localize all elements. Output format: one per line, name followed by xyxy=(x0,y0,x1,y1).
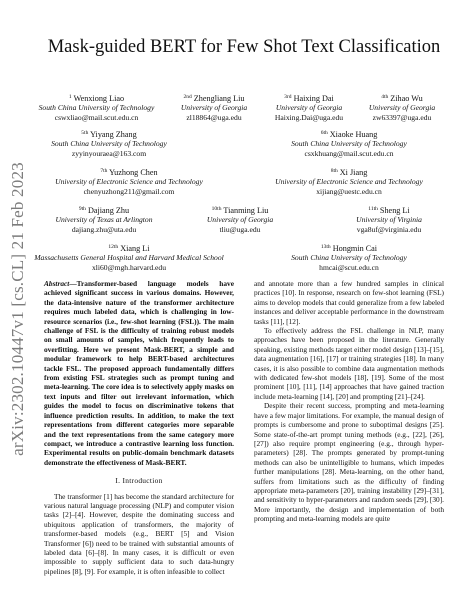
author-affiliation: South China University of Technology xyxy=(51,139,167,149)
author-email: xijiang@uestc.edu.cn xyxy=(316,186,382,196)
abstract xyxy=(44,279,234,467)
author-block xyxy=(34,168,224,196)
author-block xyxy=(334,206,444,234)
body-paragraph: and annotate more than a few hundred samples in clinical practices [10]. In response, research on few-shot learning (FSL) aims to develop models that could generalize from a few labeled instances and deliver acceptable performance in the downstream tasks [11], [12]. xyxy=(254,279,444,326)
author-ordinal: 11th xyxy=(368,206,378,212)
author-name: Zihao Wu xyxy=(390,94,423,103)
author-block xyxy=(269,130,429,158)
author-affiliation: South China University of Technology xyxy=(291,139,407,149)
author-affiliation: South China University of Technology xyxy=(38,103,155,113)
intro-paragraph: The transformer [1] has become the standard architecture for various natural language processing (NLP) and computer vision tasks [2]–[4]. However, despite the dominating success and ubiquitous application of transformers, the majority of transformer-based models (e.g., BERT [5] and Vision Transformer [6]) need to be trained with substantial amounts of labeled data [6]–[8]. In many cases, it is difficult or even impossible to supply sufficient data to such data-hungry pipelines [8], [9]. For example, it is often infeasible to collect xyxy=(44,491,234,576)
arxiv-identifier: arXiv:2302.10447v1 [cs.CL] 21 Feb 2023 xyxy=(8,162,27,456)
author-email: zl18864@uga.edu xyxy=(186,112,242,122)
author-affiliation: University of Electronic Science and Technology xyxy=(275,177,423,187)
author-email: Haixing.Dai@uga.edu xyxy=(274,112,344,122)
author-block xyxy=(34,206,174,234)
author-ordinal: 8th xyxy=(330,168,338,174)
author-email: tliu@uga.edu xyxy=(219,224,261,234)
author-email: zw63397@uga.edu xyxy=(372,112,432,122)
author-affiliation: Massachusetts General Hospital and Harvard Medical School xyxy=(34,253,224,263)
author-ordinal: 4th xyxy=(381,94,389,100)
abstract-label: Abstract xyxy=(44,279,70,288)
author-block xyxy=(254,168,444,196)
author-email: cswxliao@mail.scut.edu.cn xyxy=(54,112,139,122)
author-affiliation: University of Virginia xyxy=(356,215,422,225)
author-ordinal: 5th xyxy=(81,130,89,136)
author-affiliation: University of Georgia xyxy=(206,215,274,225)
author-ordinal: 6th xyxy=(320,130,328,136)
section-heading: I. Introduction xyxy=(115,476,163,486)
author-name: Zhengliang Liu xyxy=(193,94,245,103)
abstract-text: —Transformer-based language models have achieved significant success in various domains. However, the data-intensive nature of the transformer architecture requires much labeled data, which is challenging in low-resource scenarios (i.e., few-shot learning (FSL)). The main challenge of FSL is the difficulty of training robust models on small amounts of samples, which frequently leads to overfitting. Here we present Mask-BERT, a simple and modular framework to help BERT-based architectures tackle FSL. The proposed approach fundamentally differs from existing FSL strategies such as prompt tuning and meta-learning. The core idea is to selectively apply masks on text inputs and filter out irrelevant information, which guides the model to focus on discriminative tokens that influence prediction results. In addition, to make the text representations from different categories more separable and the text representations from the same category more compact, we introduce a contrastive learning loss function. Experimental results on public-domain benchmark datasets demonstrate the effectiveness of Mask-BERT. xyxy=(44,279,234,467)
author-email: dajiang.zhu@uta.edu xyxy=(71,224,137,234)
author-name: Dajiang Zhu xyxy=(87,206,130,215)
author-name: Xiaoke Huang xyxy=(329,130,378,139)
author-block xyxy=(34,130,184,158)
author-email: zyyinyouraea@163.com xyxy=(71,148,147,158)
author-email: hmcai@scut.edu.cn xyxy=(319,262,379,272)
author-affiliation: University of Georgia xyxy=(180,103,248,113)
author-name: Hongmin Cai xyxy=(332,244,378,253)
body-paragraph: Despite their recent success, prompting and meta-learning have a few major limitations. For example, the manual design of prompts is cumbersome and prone to suboptimal designs [25]. Some state-of-the-art prompt tuning methods (e.g., [22], [26], [27]) also require prompt engineering (e.g., through hyper-parameters) [28]. The prompts generated by prompt-tuning methods can also be unintelligible to humans, which impedes further manipulations [28]. Meta-learning, on the other hand, suffers from limitations such as the difficulty of finding appropriate meta-parameters [20], training instability [29]–[31], and sensitivity to hyper-parameters and random seeds [29], [30]. More importantly, the design and implementation of both prompting and meta-learning models are quite xyxy=(254,401,444,524)
author-name: Haixing Dai xyxy=(293,94,334,103)
author-ordinal: 3rd xyxy=(284,94,292,100)
author-name: Xiang Li xyxy=(120,244,150,253)
author-ordinal: 2nd xyxy=(183,94,192,100)
body-paragraph: To effectively address the FSL challenge in NLP, many approaches have been proposed in the literature. Generally speaking, existing methods target either model design [13]–[15], data augmentation [16], [17] or training strategies [18]. In many cases, it is also possible to combine data augmentation methods with dedicated few-shot models [18], [19]. Some of the most prominent [10], [11], [14] approaches that have gained traction include meta-learning [14], [20] and prompting [21]–[24]. xyxy=(254,326,444,401)
left-column xyxy=(44,279,234,576)
author-block: $^1$ Wenxiong Liao South China University of Technology cswxliao@mail.scut.edu.cn xyxy=(34,94,159,122)
author-block xyxy=(174,94,254,122)
author-affiliation: University of Electronic Science and Technology xyxy=(55,177,203,187)
author-email: vga8uf@virginia.edu xyxy=(356,224,422,234)
author-affiliation: University of Georgia xyxy=(275,103,343,113)
author-ordinal: 12th xyxy=(108,244,119,250)
author-name: Tianming Liu xyxy=(223,206,269,215)
author-ordinal: 7th xyxy=(100,168,108,174)
author-name: Sheng Li xyxy=(379,206,410,215)
author-affiliation: South China University of Technology xyxy=(291,253,407,263)
right-column xyxy=(254,279,444,524)
author-ordinal: 13th xyxy=(320,244,331,250)
author-affiliation: University of Texas at Arlington xyxy=(55,215,153,225)
author-name: Yiyang Zhang xyxy=(90,130,137,139)
author-block xyxy=(362,94,442,122)
author-block xyxy=(269,94,349,122)
author-name: Xi Jiang xyxy=(339,168,368,177)
author-ordinal: 10th xyxy=(211,206,222,212)
author-affiliation: University of Georgia xyxy=(368,103,436,113)
author-block xyxy=(269,244,429,272)
author-block xyxy=(190,206,290,234)
author-ordinal: 9th xyxy=(78,206,86,212)
author-email: xli60@mgh.harvard.edu xyxy=(91,262,167,272)
author-name: Yuzhong Chen xyxy=(109,168,158,177)
author-email: csxkhuang@mail.scut.edu.cn xyxy=(304,148,394,158)
paper-title: Mask-guided BERT for Few Shot Text Classification xyxy=(47,37,441,57)
author-email: chenyuzhong211@gmail.com xyxy=(83,186,175,196)
author-name: Wenxiong Liao xyxy=(73,94,125,103)
author-block xyxy=(24,244,234,272)
arxiv-sidebar xyxy=(4,150,32,468)
